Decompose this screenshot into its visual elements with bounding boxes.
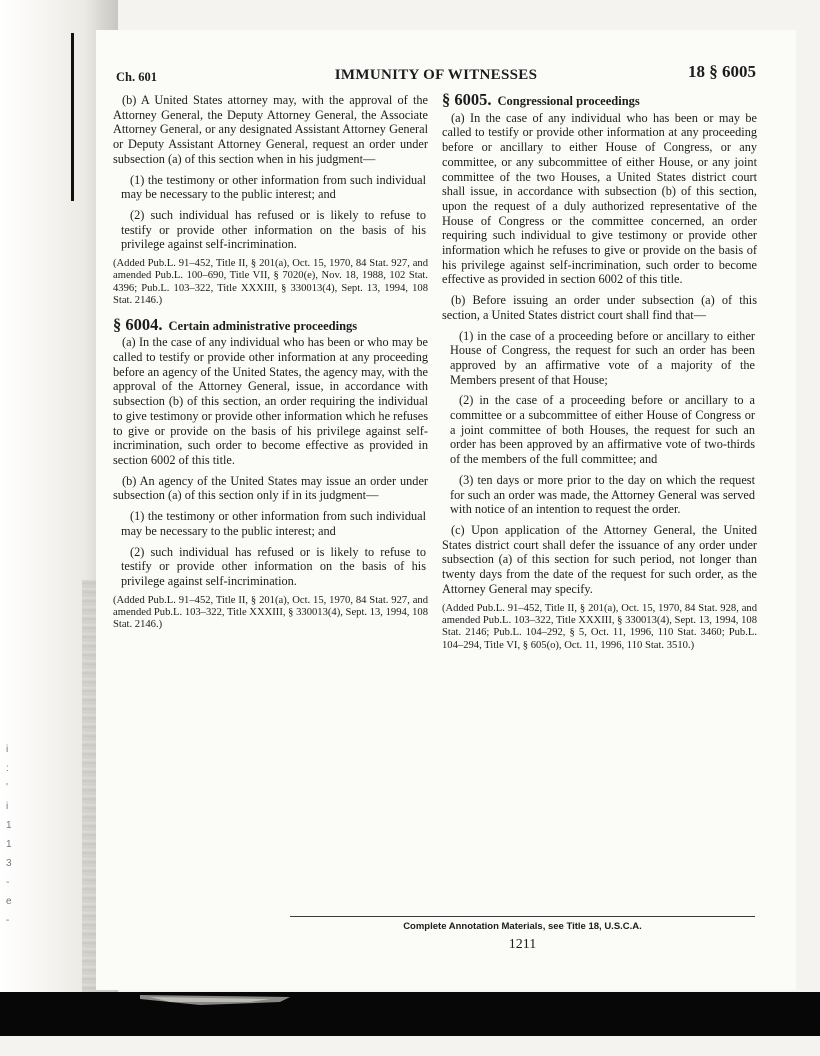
section-number: § 6005. bbox=[442, 90, 492, 109]
credit-note-6004: (Added Pub.L. 91–452, Title II, § 201(a), Oct. 15, 1970, 84 Stat. 927, and amended Pub.L. 103–322, Title XXXIII, § 330013(4), Sept. 13, 1994, 108 Stat. 2146.) bbox=[113, 594, 428, 631]
paragraph-6004-a: (a) In the case of any individual who has been or who may be called to testify or provide other information at any proceeding before an agency of the United States, the agency may, with the approval of the Attorney General, issue, in accordance with subsection (b) of this section, an order requiring the individual to give testimony or provide other information which he refuses to give or provide on the basis of his privilege against self-incrimination, such order to become effective as provided in section 6002 of this title. bbox=[113, 335, 428, 467]
list-item: (1) the testimony or other information from such individual may be necessary to the public interest; and bbox=[121, 509, 426, 538]
scan-bottom-band bbox=[0, 992, 820, 1036]
left-column bbox=[113, 93, 428, 642]
margin-mark: ' bbox=[6, 782, 8, 793]
margin-mark: - bbox=[6, 915, 10, 926]
list-item: (2) such individual has refused or is likely to refuse to testify or provide other information on the basis of his privilege against self-incrimination. bbox=[121, 544, 426, 588]
list-item: (3) ten days or more prior to the day on which the request for such an order was made, the Attorney General was served with notice of an intention to request the order. bbox=[450, 472, 755, 517]
list-item: (1) in the case of a proceeding before or ancillary to either House of Congress, the request for such an order has been approved by an affirmative vote of a majority of the Members present of that House; bbox=[450, 328, 755, 387]
paragraph-6005-a: (a) In the case of any individual who has been or may be called to testify or provide other information at any proceeding before or ancillary to either House of Congress, or any committee, or any subcommittee of either House, or any joint committee of the two Houses, a United States district court shall issue, in accordance with subsection (b) of this section, upon the request of a duly authorized representative of the House of Congress or the committee concerned, an order requiring such individual to give testimony or provide other information which he refuses to give or provide on the basis of his privilege against self-incrimination, such order to become effective as provided in section 6002 of this title. bbox=[442, 110, 757, 287]
section-heading-6005 bbox=[442, 90, 757, 109]
margin-mark: : bbox=[6, 763, 9, 774]
right-column bbox=[442, 90, 757, 658]
section-title: Certain administrative proceedings bbox=[168, 318, 358, 333]
margin-marks bbox=[6, 740, 26, 940]
list-item: (2) in the case of a proceeding before or ancillary to a committee or a subcommittee of either House of Congress or a joint committee of both Houses, the request for such an order has been approved by an affirmative vote of two-thirds of the members of the full committee; and bbox=[450, 393, 755, 467]
list-item: (2) such individual has refused or is likely to refuse to testify or provide other information on the basis of his privilege against self-incrimination. bbox=[121, 207, 426, 252]
margin-mark: - bbox=[6, 877, 10, 888]
page-curl-artifact bbox=[140, 993, 290, 1007]
footer-annotation-note: Complete Annotation Materials, see Title 18, U.S.C.A. bbox=[403, 921, 642, 932]
paragraph-6003-b: (b) A United States attorney may, with the approval of the Attorney General, the Deputy Attorney General, the Associate Attorney General, or any designated Assistant Attorney General or Deputy Assistant Attorney General, request an order under subsection (a) of this section when in his judgment— bbox=[113, 93, 428, 166]
margin-mark: 1 bbox=[6, 820, 12, 831]
scan-bottom-margin bbox=[0, 1036, 820, 1056]
margin-mark: 3 bbox=[6, 858, 12, 869]
paragraph-6004-b: (b) An agency of the United States may issue an order under subsection (a) of this section only if in its judgment— bbox=[113, 473, 428, 503]
running-header bbox=[116, 62, 756, 86]
section-heading-6004 bbox=[113, 314, 428, 334]
scan-edge-bar bbox=[71, 33, 74, 201]
chapter-label: Ch. 601 bbox=[116, 70, 157, 84]
section-title: Congressional proceedings bbox=[497, 94, 640, 108]
paragraph-6005-c: (c) Upon application of the Attorney General, the United States district court shall defer the issuance of any order under subsection (a) of this section for such period, not longer than twenty days from the date of the request for such order, as the Attorney General may specify. bbox=[442, 522, 757, 596]
credit-note-6005: (Added Pub.L. 91–452, Title II, § 201(a), Oct. 15, 1970, 84 Stat. 928, and amended Pub.L. 103–322, Title XXXIII, § 330013(4), Sept. 13, 1994, 108 Stat. 2146; Pub.L. 104–292, § 5, Oct. 11, 1996, 110 Stat. 3460; Pub.L. 104–294, Title VI, § 605(o), Oct. 11, 1996, 110 Stat. 3510.) bbox=[442, 602, 757, 651]
footer-rule bbox=[290, 916, 755, 917]
credit-note-6003: (Added Pub.L. 91–452, Title II, § 201(a), Oct. 15, 1970, 84 Stat. 927, and amended Pub.L. 100–690, Title VII, § 7020(e), Nov. 18, 1988, 102 Stat. 4396; Pub.L. 103–322, Title XXXIII, § 330013(4), Sept. 13, 1994, 108 Stat. 2146.) bbox=[113, 258, 428, 307]
paragraph-6005-b: (b) Before issuing an order under subsection (a) of this section, a United States district court shall find that— bbox=[442, 293, 757, 322]
section-reference: 18 § 6005 bbox=[688, 62, 756, 81]
margin-mark: i bbox=[6, 801, 9, 812]
margin-mark: 1 bbox=[6, 839, 12, 850]
page-number: 1211 bbox=[508, 937, 537, 952]
section-number: § 6004. bbox=[113, 314, 163, 334]
page-title: IMMUNITY OF WITNESSES bbox=[334, 67, 538, 83]
margin-mark: i bbox=[6, 744, 9, 755]
list-item: (1) the testimony or other information from such individual may be necessary to the public interest; and bbox=[121, 172, 426, 202]
margin-mark: e bbox=[6, 896, 12, 907]
